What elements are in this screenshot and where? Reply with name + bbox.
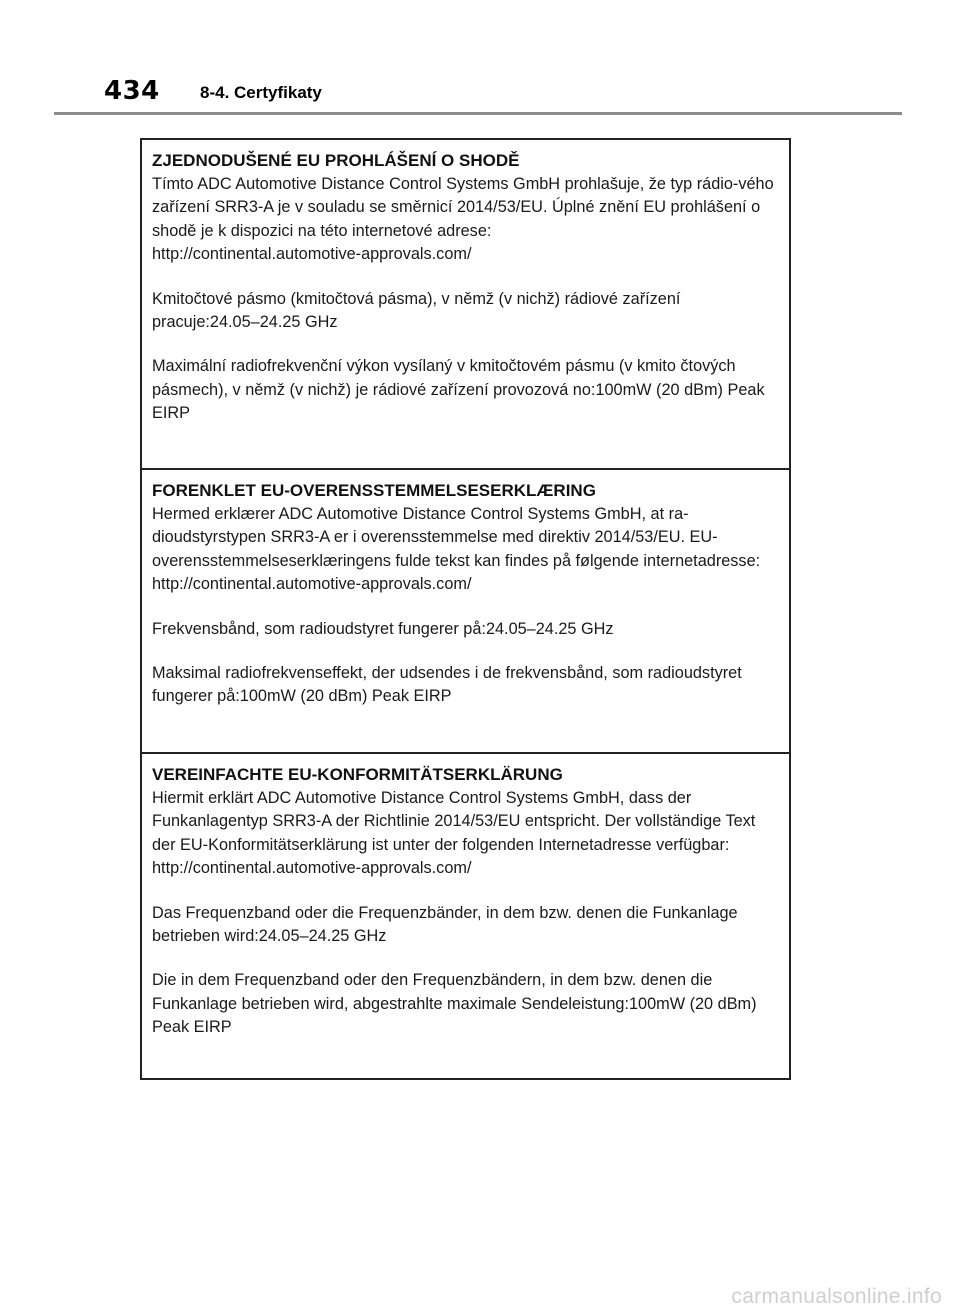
section-title: 8-4. Certyfikaty [200, 83, 322, 102]
declaration-intro-text: Hiermit erklärt ADC Automotive Distance Control Systems GmbH, dass der Funkanlagentyp SRR3-A der Richtlinie 2014/53/EU entspricht. Der vollständige Text der EU-Konformitätserklärung ist unter der folgenden Internetadresse verfügbar: [152, 789, 756, 854]
declaration-power: Die in dem Frequenzband oder den Frequenzbändern, in dem bzw. denen die Funkanlage betrieben wird, abgestrahlte maximale Sendeleistung:100mW (20 dBm) Peak EIRP [152, 971, 757, 1037]
declaration-intro [152, 173, 779, 267]
declaration-heading: FORENKLET EU-OVERENSSTEMMELSESERKLÆRING [152, 481, 596, 500]
header-divider [54, 112, 902, 115]
declaration-url: http://continental.automotive-approvals.com/ [152, 575, 472, 594]
declaration-intro-text: Hermed erklærer ADC Automotive Distance Control Systems GmbH, at ra-dioudstyrstypen SRR3-A er i overensstemmelse med direktiv 2014/53/EU. EU-overensstemmelseserklæringens fulde tekst kan findes på følgende internetadresse: [152, 505, 761, 570]
declaration-intro-text: Tímto ADC Automotive Distance Control Systems GmbH prohlašuje, že typ rádio-vého zařízení SRR3-A je v souladu se směrnicí 2014/53/EU. Úplné znění EU prohlášení o shodě je k dispozici na této internetové adrese: [152, 175, 774, 240]
declaration-intro [152, 503, 779, 597]
declaration-url: http://continental.automotive-approvals.com/ [152, 245, 472, 264]
declaration-czech [142, 140, 789, 468]
declaration-box [140, 138, 791, 1080]
declaration-heading: ZJEDNODUŠENÉ EU PROHLÁŠENÍ O SHODĚ [152, 151, 520, 170]
footer-watermark: carmanualsonline.info [731, 1285, 942, 1308]
declaration-intro [152, 787, 779, 881]
page-header [0, 0, 960, 118]
declaration-url: http://continental.automotive-approvals.com/ [152, 859, 472, 878]
declaration-frequency: Das Frequenzband oder die Frequenzbänder, in dem bzw. denen die Funkanlage betrieben wird:24.05–24.25 GHz [152, 903, 738, 946]
declaration-frequency: Kmitočtové pásmo (kmitočtová pásma), v němž (v nichž) rádiové zařízení pracuje:24.05–24.25 GHz [152, 289, 681, 332]
declaration-power: Maximální radiofrekvenční výkon vysílaný v kmitočtovém pásmu (v kmito čtových pásmech), v němž (v nichž) je rádiové zařízení provozová no:100mW (20 dBm) Peak EIRP [152, 357, 765, 423]
page-number: 434 [104, 76, 160, 106]
declaration-heading: VEREINFACHTE EU-KONFORMITÄTSERKLÄRUNG [152, 765, 563, 784]
declaration-danish [142, 468, 789, 752]
declaration-power: Maksimal radiofrekvenseffekt, der udsendes i de frekvensbånd, som radioudstyret fungerer på:100mW (20 dBm) Peak EIRP [152, 664, 742, 706]
declaration-german [142, 752, 789, 1078]
declaration-frequency: Frekvensbånd, som radioudstyret fungerer på:24.05–24.25 GHz [152, 619, 614, 638]
